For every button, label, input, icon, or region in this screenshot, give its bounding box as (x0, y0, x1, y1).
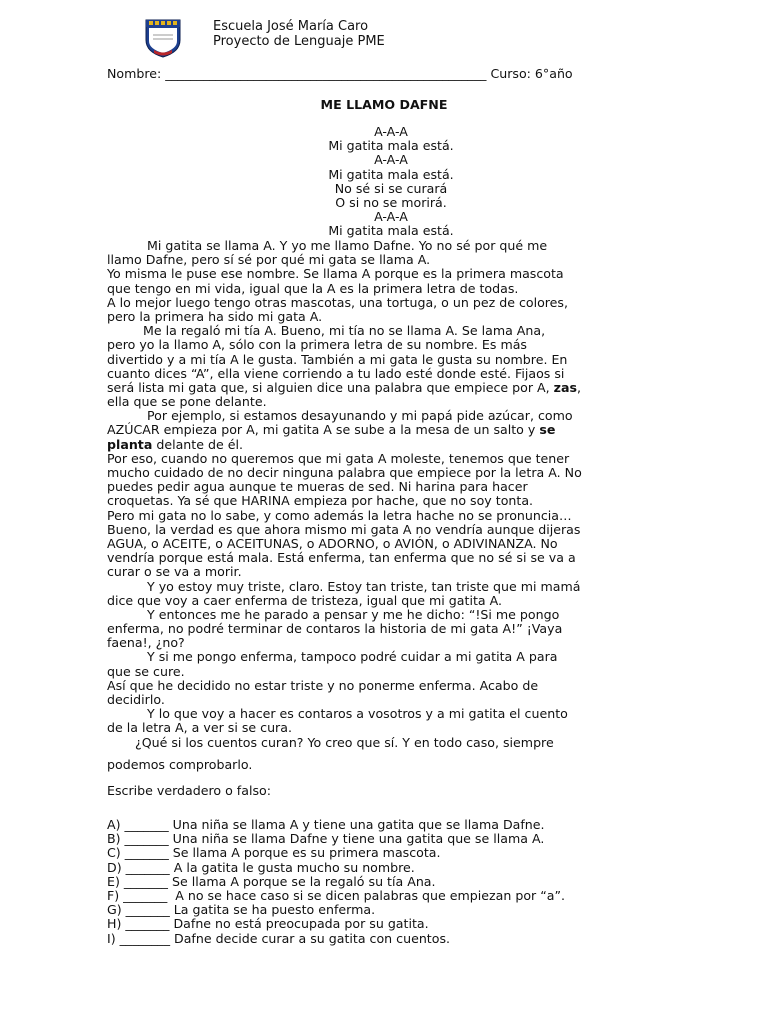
story-line: que tengo en mi vida, igual que la A es la primera letra de todas. (107, 280, 519, 296)
bold-word: se (539, 422, 556, 438)
story-line: divertido y a mi tía A le gusta. También a mi gata le gusta su nombre. En (107, 351, 568, 367)
story-line (107, 423, 677, 437)
story-line: pero yo la llamo A, sólo con la primera letra de su nombre. Es más (107, 337, 527, 353)
question-item: A) _______ Una niña se llama A y tiene una gatita que se llama Dafne. (107, 817, 545, 832)
story-text-span: AZÚCAR empieza por A, mi gatita A se sube a la mesa de un salto y (107, 422, 540, 438)
story-line: puedes pedir agua aunque te mueras de sed. Ni harina para hacer (107, 479, 528, 495)
question-item: F) _______ A no se hace caso si se dicen palabras que empiezan por “a”. (107, 888, 566, 904)
story-line: decidirlo. (107, 692, 165, 707)
student-info-line (107, 66, 573, 81)
story-line: Y entonces me he parado a pensar y me he dicho: “!Si me pongo (107, 606, 560, 622)
poem (0, 125, 768, 239)
instruction-text: Escribe verdadero o falso: (107, 782, 271, 798)
poem-line: Mi gatita mala está. (328, 166, 454, 182)
question-item: I) ________ Dafne decide curar a su gatita con cuentos. (107, 930, 451, 946)
story-line: Bueno, la verdad es que ahora mismo mi gata A no vendría aunque dijeras (107, 521, 581, 537)
page-title: ME LLAMO DAFNE (320, 97, 448, 112)
story-line: mucho cuidado de no decir ninguna palabra que empiece por la letra A. No (107, 465, 582, 480)
question-item: E) _______ Se llama A porque se la regaló su tía Ana. (107, 873, 436, 889)
poem-line: A-A-A (374, 124, 408, 139)
story-line: Mi gatita se llama A. Y yo me llamo Dafne. Yo no sé por qué me (107, 238, 548, 253)
name-label: Nombre: (107, 66, 162, 81)
poem-line: Mi gatita mala está. (328, 223, 454, 239)
story-line: de la letra A, a ver si se cura. (107, 720, 292, 736)
story-line: Me la regaló mi tía A. Bueno, mi tía no se llama A. Se lama Ana, (107, 323, 546, 339)
story-line: cuanto dices “A”, ella viene corriendo a tu lado esté donde esté. Fijaos si (107, 365, 565, 381)
story-line: Y yo estoy muy triste, claro. Estoy tan triste, tan triste que mi mamá (107, 578, 581, 594)
story-line (107, 438, 677, 452)
story-line: Así que he decidido no estar triste y no ponerme enferma. Acabo de (107, 677, 539, 693)
story-text-span: será lista mi gata que, si alguien dice una palabra que empiece por A, (107, 379, 554, 395)
bold-word: zas (553, 379, 577, 395)
story-line: curar o se va a morir. (107, 564, 242, 580)
poem-line: A-A-A (374, 152, 408, 168)
story-line: Y si me pongo enferma, tampoco podré cuidar a mi gatita A para (107, 649, 558, 665)
story-line: Y lo que voy a hacer es contaros a vosotros y a mi gatita el cuento (107, 706, 568, 722)
name-blank: ___________________________________________________ (165, 66, 487, 81)
story-line: AGUA, o ACEITE, o ACEITUNAS, o ADORNO, o AVIÓN, o ADIVINANZA. No (107, 535, 558, 551)
story-line: Yo misma le puse ese nombre. Se llama A porque es la primera mascota (107, 266, 564, 282)
question-item: D) _______ A la gatita le gusta mucho su nombre. (107, 859, 415, 875)
question-item: G) _______ La gatita se ha puesto enferma. (107, 902, 376, 918)
story-line: enferma, no podré terminar de contaros la historia de mi gata A!” ¡Vaya (107, 621, 563, 637)
bold-word: planta (107, 436, 153, 452)
story-line: ¿Qué si los cuentos curan? Yo creo que sí. Y en todo caso, siempre (107, 734, 554, 750)
story-line: que se cure. (107, 663, 185, 679)
question-item: C) _______ Se llama A porque es su primera mascota. (107, 845, 441, 861)
story-line (107, 381, 677, 395)
story-text (107, 239, 677, 798)
project-name: Proyecto de Lenguaje PME (213, 34, 385, 49)
story-line: A lo mejor luego tengo otras mascotas, una tortuga, o un pez de colores, (107, 294, 568, 310)
story-line: faena!, ¿no? (107, 635, 185, 651)
story-line: vendría porque está mala. Está enferma, tan enferma que no sé si se va a (107, 550, 576, 566)
story-text-span: delante de él. (152, 436, 243, 452)
poem-line: A-A-A (374, 209, 408, 225)
story-line: croquetas. Ya sé que HARINA empieza por hache, que no soy tonta. (107, 493, 534, 509)
story-line: ella que se pone delante. (107, 394, 267, 410)
poem-line: No sé si se curará (334, 180, 448, 196)
question-item: B) _______ Una niña se llama Dafne y tiene una gatita que se llama A. (107, 831, 545, 847)
story-line: llamo Dafne, pero sí sé por qué mi gata se llama A. (107, 252, 431, 268)
story-line: dice que voy a caer enferma de tristeza, igual que mi gatita A. (107, 592, 502, 608)
true-false-questions (107, 818, 565, 946)
story-line: pero la primera ha sido mi gata A. (107, 308, 323, 324)
poem-line: Mi gatita mala está. (328, 138, 454, 154)
school-name: Escuela José María Caro (213, 19, 369, 34)
story-text-span: , (576, 379, 581, 395)
story-line: Pero mi gata no lo sabe, y como además la letra hache no se pronuncia… (107, 507, 572, 523)
story-line: Por eso, cuando no queremos que mi gata A moleste, tenemos que tener (107, 450, 570, 466)
story-line: Por ejemplo, si estamos desayunando y mi papá pide azúcar, como (107, 408, 573, 424)
poem-line: O si no se morirá. (335, 195, 447, 211)
story-line: podemos comprobarlo. (107, 756, 253, 772)
school-crest-logo (144, 18, 182, 58)
question-item: H) _______ Dafne no está preocupada por su gatita. (107, 916, 429, 932)
course-label: Curso: 6°año (490, 66, 573, 81)
